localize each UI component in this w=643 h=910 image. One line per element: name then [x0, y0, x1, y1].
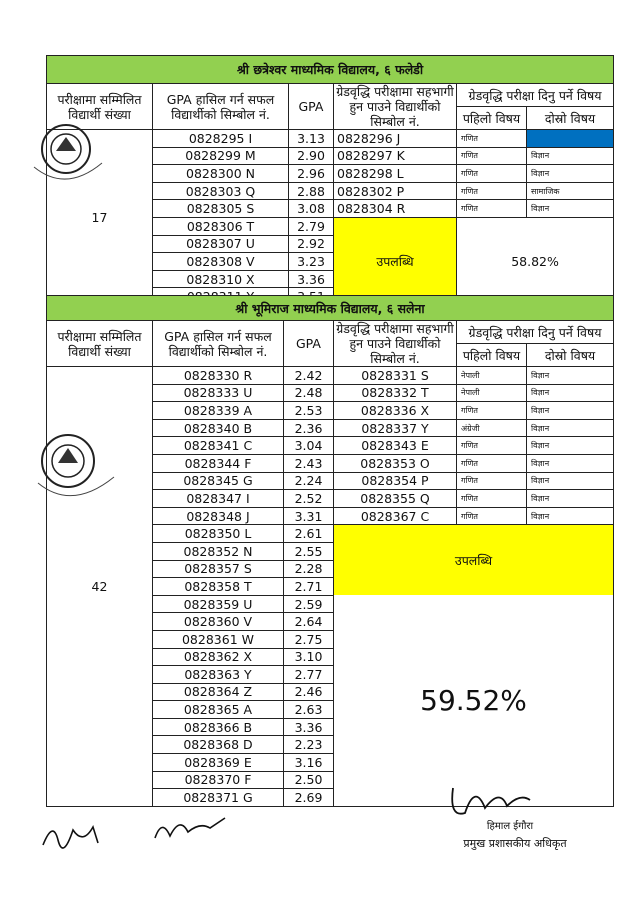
gpa-symbol-cell: 0828357 S: [153, 560, 284, 578]
first-subject-cell: गणित: [457, 437, 527, 455]
first-subject-cell: अंग्रेजी: [457, 419, 527, 437]
office-stamp-1: [28, 115, 108, 190]
gpa-value-cell: 2.88: [289, 182, 334, 200]
gpa-symbol-cell: 0828341 C: [153, 437, 284, 455]
school1-header-gpa-symbol: GPA हासिल गर्न सफल विद्यार्थीको सिम्बोल नं.: [153, 84, 289, 130]
first-subject-cell: गणित: [457, 147, 527, 165]
gpa-value-cell: 2.46: [284, 683, 334, 701]
school1-header-second: दोस्रो विषय: [527, 107, 614, 130]
school2-student-count: 42: [47, 367, 153, 807]
school2-row: [47, 367, 614, 385]
second-subject-cell: विज्ञान: [527, 419, 614, 437]
gpa-symbol-cell: 0828370 F: [153, 771, 284, 789]
gpa-value-cell: 2.42: [284, 367, 334, 385]
gpa-symbol-cell: 0828340 B: [153, 419, 284, 437]
gpa-value-cell: 2.90: [289, 147, 334, 165]
gpa-symbol-cell: 0828369 E: [153, 754, 284, 772]
gpa-symbol-cell: 0828303 Q: [153, 182, 289, 200]
school2-header-gpa: GPA: [284, 321, 334, 367]
school2-header-subjects: ग्रेडवृद्धि परीक्षा दिनु पर्ने विषय: [457, 321, 614, 344]
school1-header-count: परीक्षामा सम्मिलित विद्यार्थी संख्या: [47, 84, 153, 130]
second-subject-cell: सामाजिक: [527, 182, 614, 200]
first-subject-cell: गणित: [457, 402, 527, 420]
second-subject-cell: विज्ञान: [527, 507, 614, 525]
gpa-symbol-cell: 0828308 V: [153, 253, 289, 271]
gpa-symbol-cell: 0828333 U: [153, 384, 284, 402]
signature-1: [38, 815, 108, 855]
gpa-symbol-cell: 0828363 Y: [153, 666, 284, 684]
gpa-value-cell: 2.69: [284, 789, 334, 807]
gpa-symbol-cell: 0828339 A: [153, 402, 284, 420]
school1-table: [46, 55, 614, 306]
gpa-value-cell: 2.55: [284, 542, 334, 560]
first-subject-cell: गणित: [457, 165, 527, 183]
second-subject-cell: विज्ञान: [527, 472, 614, 490]
gpa-symbol-cell: 0828368 D: [153, 736, 284, 754]
first-subject-cell: गणित: [457, 182, 527, 200]
gpa-symbol-cell: 0828348 J: [153, 507, 284, 525]
grade-symbol-cell: 0828343 E: [334, 437, 457, 455]
gpa-value-cell: 2.23: [284, 736, 334, 754]
gpa-value-cell: 2.61: [284, 525, 334, 543]
gpa-value-cell: 2.79: [289, 217, 334, 235]
school1-achievement-percent: 58.82%: [457, 217, 614, 305]
grade-symbol-cell: 0828331 S: [334, 367, 457, 385]
grade-symbol-cell: 0828367 C: [334, 507, 457, 525]
grade-symbol-cell: 0828304 R: [334, 200, 457, 218]
gpa-value-cell: 2.24: [284, 472, 334, 490]
grade-symbol-cell: 0828354 P: [334, 472, 457, 490]
gpa-symbol-cell: 0828330 R: [153, 367, 284, 385]
school2-achievement-label: उपलब्धि: [334, 525, 614, 595]
second-subject-cell: विज्ञान: [527, 147, 614, 165]
gpa-symbol-cell: 0828358 T: [153, 578, 284, 596]
school1-header-subjects: ग्रेडवृद्धि परीक्षा दिनु पर्ने विषय: [457, 84, 614, 107]
signature-2: [150, 808, 230, 848]
gpa-symbol-cell: 0828361 W: [153, 630, 284, 648]
signatory-name: हिमाल ईगौरा: [486, 821, 534, 832]
gpa-value-cell: 3.36: [289, 270, 334, 288]
gpa-symbol-cell: 0828362 X: [153, 648, 284, 666]
school1-header-grade-symbol: ग्रेडवृद्धि परीक्षामा सहभागी हुन पाउने विद्यार्थीको सिम्बोल नं.: [334, 84, 457, 130]
signatory-designation: प्रमुख प्रशासकीय अधिकृत: [463, 837, 567, 850]
first-subject-cell: गणित: [457, 130, 527, 148]
gpa-value-cell: 3.10: [284, 648, 334, 666]
gpa-symbol-cell: 0828299 M: [153, 147, 289, 165]
gpa-symbol-cell: 0828344 F: [153, 454, 284, 472]
gpa-symbol-cell: 0828352 N: [153, 542, 284, 560]
first-subject-cell: नेपाली: [457, 367, 527, 385]
school2-header-first: पहिलो विषय: [457, 344, 527, 367]
school2-header-grade-symbol: ग्रेडवृद्धि परीक्षामा सहभागी हुन पाउने विद्यार्थीको सिम्बोल नं.: [334, 321, 457, 367]
grade-symbol-cell: 0828296 J: [334, 130, 457, 148]
gpa-symbol-cell: 0828345 G: [153, 472, 284, 490]
school1-student-count: 17: [47, 130, 153, 306]
grade-symbol-cell: 0828355 Q: [334, 490, 457, 508]
gpa-value-cell: 2.64: [284, 613, 334, 631]
gpa-value-cell: 2.43: [284, 454, 334, 472]
second-subject-cell: विज्ञान: [527, 437, 614, 455]
second-subject-cell: विज्ञान: [527, 200, 614, 218]
first-subject-cell: गणित: [457, 454, 527, 472]
gpa-value-cell: 2.63: [284, 701, 334, 719]
school2-header-second: दोस्रो विषय: [527, 344, 614, 367]
grade-symbol-cell: 0828332 T: [334, 384, 457, 402]
gpa-value-cell: 2.28: [284, 560, 334, 578]
gpa-value-cell: 2.48: [284, 384, 334, 402]
gpa-symbol-cell: 0828366 B: [153, 718, 284, 736]
gpa-symbol-cell: 0828306 T: [153, 217, 289, 235]
gpa-value-cell: 2.96: [289, 165, 334, 183]
gpa-value-cell: 2.52: [284, 490, 334, 508]
gpa-symbol-cell: 0828295 I: [153, 130, 289, 148]
grade-symbol-cell: 0828302 P: [334, 182, 457, 200]
gpa-symbol-cell: 0828365 A: [153, 701, 284, 719]
gpa-symbol-cell: 0828371 G: [153, 789, 284, 807]
gpa-value-cell: 2.77: [284, 666, 334, 684]
grade-symbol-cell: 0828336 X: [334, 402, 457, 420]
first-subject-cell: गणित: [457, 507, 527, 525]
second-subject-cell: [527, 130, 614, 148]
school2-header-count: परीक्षामा सम्मिलित विद्यार्थी संख्या: [47, 321, 153, 367]
second-subject-cell: विज्ञान: [527, 165, 614, 183]
gpa-symbol-cell: 0828360 V: [153, 613, 284, 631]
second-subject-cell: विज्ञान: [527, 367, 614, 385]
gpa-symbol-cell: 0828305 S: [153, 200, 289, 218]
school2-header-gpa-symbol: GPA हासिल गर्न सफल विद्यार्थीको सिम्बोल नं.: [153, 321, 284, 367]
gpa-symbol-cell: 0828307 U: [153, 235, 289, 253]
school1-title: श्री छत्रेश्वर माध्यमिक विद्यालय, ६ फलेडी: [47, 56, 614, 84]
school2-table: [46, 295, 614, 807]
grade-symbol-cell: 0828297 K: [334, 147, 457, 165]
second-subject-cell: विज्ञान: [527, 490, 614, 508]
gpa-value-cell: 3.16: [284, 754, 334, 772]
school1-row: [47, 130, 614, 148]
gpa-symbol-cell: 0828310 X: [153, 270, 289, 288]
gpa-value-cell: 3.31: [284, 507, 334, 525]
gpa-value-cell: 2.71: [284, 578, 334, 596]
first-subject-cell: नेपाली: [457, 384, 527, 402]
gpa-value-cell: 3.04: [284, 437, 334, 455]
gpa-value-cell: 2.59: [284, 595, 334, 613]
first-subject-cell: गणित: [457, 200, 527, 218]
gpa-value-cell: 2.75: [284, 630, 334, 648]
office-stamp-2: [30, 425, 120, 510]
gpa-value-cell: 3.23: [289, 253, 334, 271]
gpa-symbol-cell: 0828347 I: [153, 490, 284, 508]
gpa-symbol-cell: 0828300 N: [153, 165, 289, 183]
gpa-value-cell: 2.36: [284, 419, 334, 437]
school1-achievement-label: उपलब्धि: [334, 217, 457, 305]
school2-achievement-percent: 59.52%: [334, 595, 614, 806]
grade-symbol-cell: 0828298 L: [334, 165, 457, 183]
school2-title: श्री भूमिराज माध्यमिक विद्यालय, ६ सलेना: [47, 296, 614, 321]
signature-3: [445, 778, 540, 823]
gpa-symbol-cell: 0828364 Z: [153, 683, 284, 701]
school1-header-first: पहिलो विषय: [457, 107, 527, 130]
gpa-value-cell: 3.36: [284, 718, 334, 736]
first-subject-cell: गणित: [457, 490, 527, 508]
gpa-value-cell: 2.92: [289, 235, 334, 253]
second-subject-cell: विज्ञान: [527, 454, 614, 472]
gpa-symbol-cell: 0828359 U: [153, 595, 284, 613]
second-subject-cell: विज्ञान: [527, 402, 614, 420]
gpa-value-cell: 2.50: [284, 771, 334, 789]
grade-symbol-cell: 0828337 Y: [334, 419, 457, 437]
school1-header-gpa: GPA: [289, 84, 334, 130]
grade-symbol-cell: 0828353 O: [334, 454, 457, 472]
second-subject-cell: विज्ञान: [527, 384, 614, 402]
first-subject-cell: गणित: [457, 472, 527, 490]
gpa-value-cell: 3.13: [289, 130, 334, 148]
gpa-symbol-cell: 0828350 L: [153, 525, 284, 543]
gpa-value-cell: 2.53: [284, 402, 334, 420]
gpa-value-cell: 3.08: [289, 200, 334, 218]
